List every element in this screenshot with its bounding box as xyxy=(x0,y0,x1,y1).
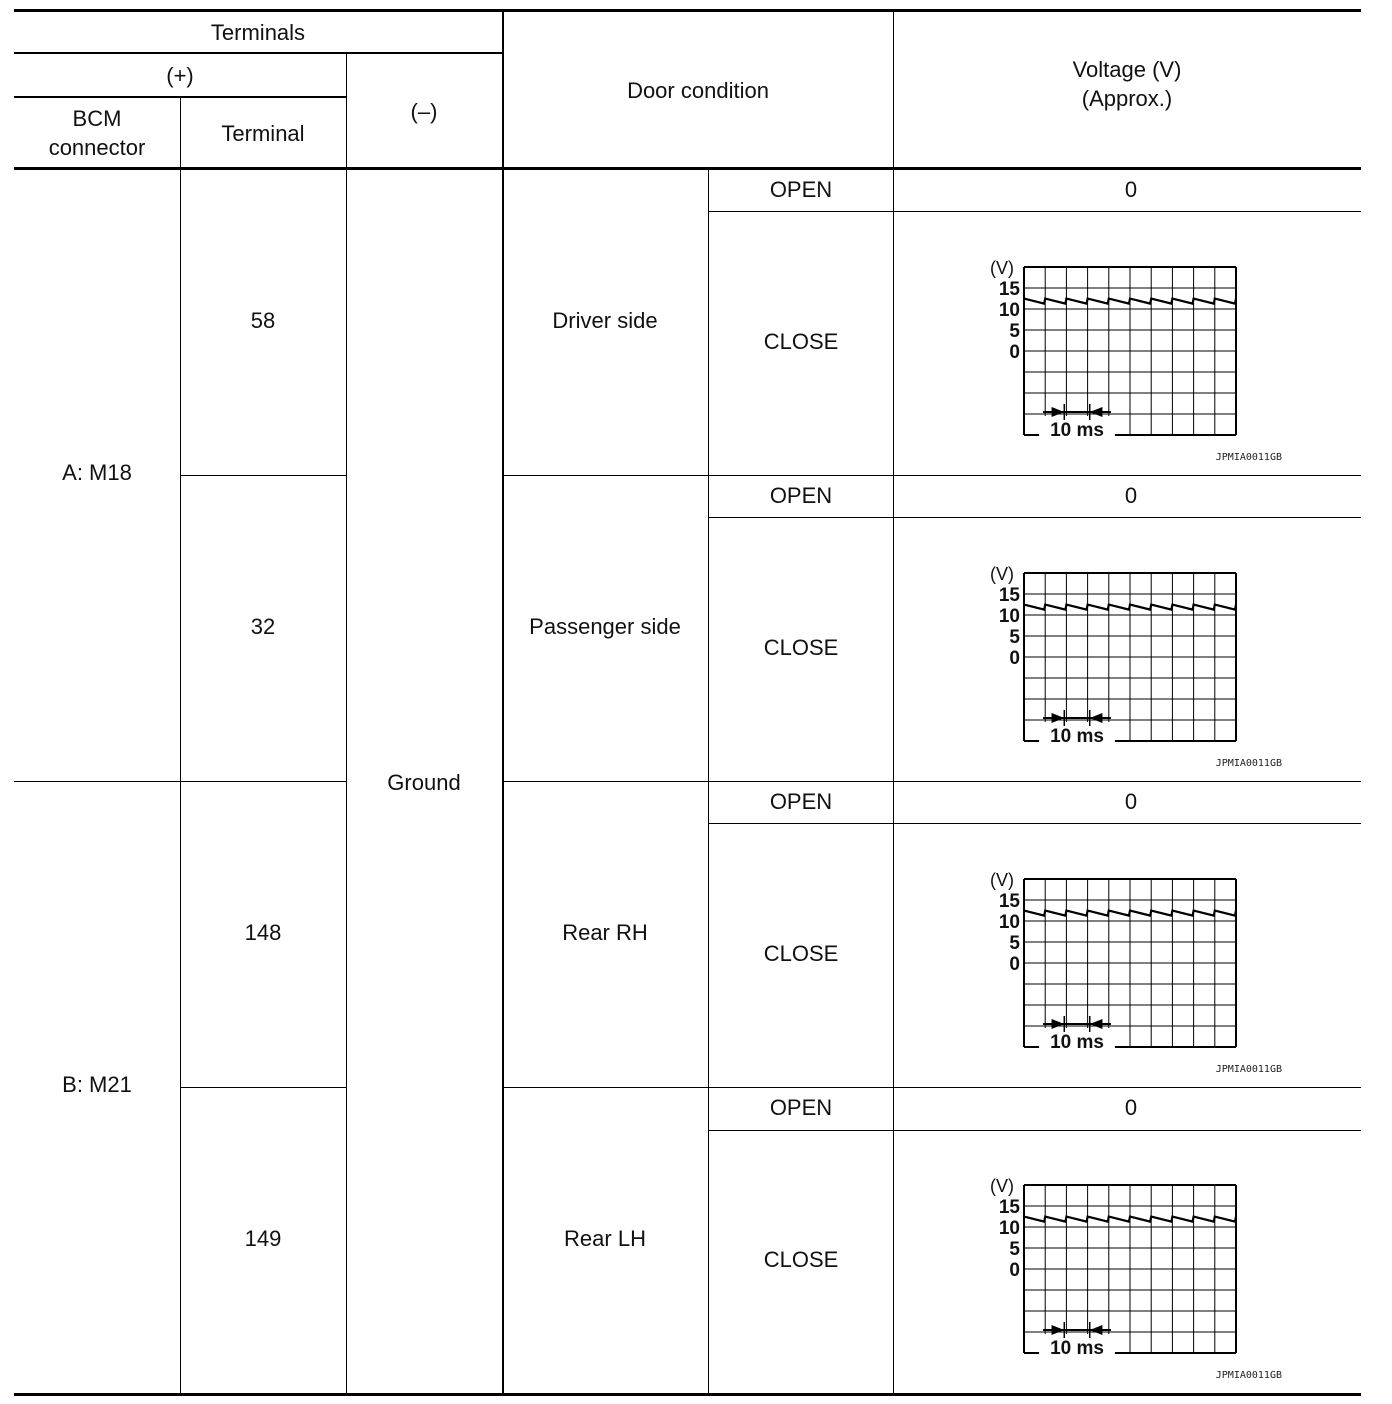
y-tick-label: 10 xyxy=(998,300,1020,321)
waveform-scope xyxy=(986,558,1286,768)
header-door-condition: Door condition xyxy=(627,77,769,103)
close-label: CLOSE xyxy=(763,1246,839,1272)
time-scale-label: 10 ms xyxy=(1050,1032,1104,1053)
col-rule-minus xyxy=(346,54,347,1394)
waveform-scope xyxy=(986,864,1286,1074)
close-label: CLOSE xyxy=(763,940,839,966)
door-cell: Rear LH xyxy=(564,1225,646,1251)
rule-door-3 xyxy=(502,1087,1361,1088)
time-arrow-left xyxy=(1090,1325,1103,1335)
y-tick-label: 15 xyxy=(998,1197,1020,1218)
voltage-unit-label: (V) xyxy=(990,870,1014,890)
connector-b-text: B: M21 xyxy=(62,1072,132,1097)
time-arrow-left xyxy=(1090,407,1103,417)
y-tick-label: 15 xyxy=(998,891,1020,912)
door-cell: Driver side xyxy=(552,307,658,333)
close-label: CLOSE xyxy=(763,328,839,354)
time-arrow-right xyxy=(1052,407,1065,417)
voltage-unit-label: (V) xyxy=(990,258,1014,278)
y-tick-label: 0 xyxy=(1009,342,1020,363)
rule-door-2 xyxy=(502,781,1361,782)
header-terminal: Terminal xyxy=(221,120,305,146)
rule-open-1 xyxy=(708,517,1361,518)
waveform-trace xyxy=(1024,1217,1236,1222)
y-tick-label: 0 xyxy=(1009,954,1020,975)
header-terminals: Terminals xyxy=(210,19,306,45)
open-label: OPEN xyxy=(769,482,833,508)
time-arrow-right xyxy=(1052,713,1065,723)
door-cell: Passenger side xyxy=(529,613,681,639)
col-rule-condition xyxy=(708,170,709,1394)
y-tick-label: 10 xyxy=(998,1218,1020,1239)
connector-a-text: A: M18 xyxy=(62,460,132,485)
table-top-border xyxy=(14,9,1361,12)
waveform-trace xyxy=(1024,299,1236,304)
waveform-chart xyxy=(986,1170,1286,1380)
time-scale-label: 10 ms xyxy=(1050,1338,1104,1359)
y-tick-label: 0 xyxy=(1009,648,1020,669)
terminal-cell: 32 xyxy=(250,613,276,639)
waveform-trace xyxy=(1024,911,1236,916)
y-tick-label: 10 xyxy=(998,912,1020,933)
y-tick-label: 5 xyxy=(1009,1239,1020,1260)
open-label: OPEN xyxy=(769,176,833,202)
figure-code: JPMIA0011GB xyxy=(1215,1064,1282,1074)
rule-open-2 xyxy=(708,823,1361,824)
time-arrow-right xyxy=(1052,1019,1065,1029)
terminal-cell: 149 xyxy=(244,1225,282,1251)
waveform-chart xyxy=(986,558,1286,768)
y-tick-label: 5 xyxy=(1009,321,1020,342)
header-voltage: Voltage (V) (Approx.) xyxy=(1072,57,1182,111)
open-voltage: 0 xyxy=(1124,1094,1138,1120)
figure-code: JPMIA0011GB xyxy=(1215,758,1282,768)
rule-open-0 xyxy=(708,211,1361,212)
waveform-chart xyxy=(986,864,1286,1074)
waveform-chart xyxy=(986,252,1286,462)
y-tick-label: 15 xyxy=(998,279,1020,300)
y-tick-label: 15 xyxy=(998,585,1020,606)
figure-code: JPMIA0011GB xyxy=(1215,1370,1282,1380)
rule-terminal-1 xyxy=(180,475,346,476)
y-tick-label: 5 xyxy=(1009,933,1020,954)
time-scale-label: 10 ms xyxy=(1050,420,1104,441)
door-cell: Rear RH xyxy=(562,919,648,945)
col-rule-voltage xyxy=(893,12,894,1394)
open-label: OPEN xyxy=(769,1094,833,1120)
table-bottom-border xyxy=(14,1393,1361,1396)
waveform-trace xyxy=(1024,605,1236,610)
time-scale-label: 10 ms xyxy=(1050,726,1104,747)
figure-code: JPMIA0011GB xyxy=(1215,452,1282,462)
col-rule-door xyxy=(502,12,504,1394)
header-plus: (+) xyxy=(166,62,194,88)
waveform-scope xyxy=(986,1170,1286,1380)
y-tick-label: 5 xyxy=(1009,627,1020,648)
col-rule-terminal xyxy=(180,98,181,1394)
time-arrow-left xyxy=(1090,1019,1103,1029)
rule-open-3 xyxy=(708,1130,1361,1131)
ground-cell: Ground xyxy=(387,769,461,795)
time-arrow-right xyxy=(1052,1325,1065,1335)
time-arrow-left xyxy=(1090,713,1103,723)
y-tick-label: 0 xyxy=(1009,1260,1020,1281)
waveform-scope xyxy=(986,252,1286,462)
close-label: CLOSE xyxy=(763,634,839,660)
rule-terminals xyxy=(14,52,502,54)
open-label: OPEN xyxy=(769,788,833,814)
connector-label-a xyxy=(14,170,180,782)
terminal-cell: 58 xyxy=(250,307,276,333)
header-bcm-connector: BCM connector xyxy=(48,106,146,160)
open-voltage: 0 xyxy=(1124,176,1138,202)
header-bottom-border xyxy=(14,167,1361,170)
header-minus: (–) xyxy=(410,98,438,124)
voltage-unit-label: (V) xyxy=(990,1176,1014,1196)
terminal-cell: 148 xyxy=(244,919,282,945)
open-voltage: 0 xyxy=(1124,482,1138,508)
y-tick-label: 10 xyxy=(998,606,1020,627)
open-voltage: 0 xyxy=(1124,788,1138,814)
connector-label-b xyxy=(14,782,180,1394)
rule-terminal-3 xyxy=(180,1087,346,1088)
rule-door-1 xyxy=(502,475,1361,476)
voltage-unit-label: (V) xyxy=(990,564,1014,584)
